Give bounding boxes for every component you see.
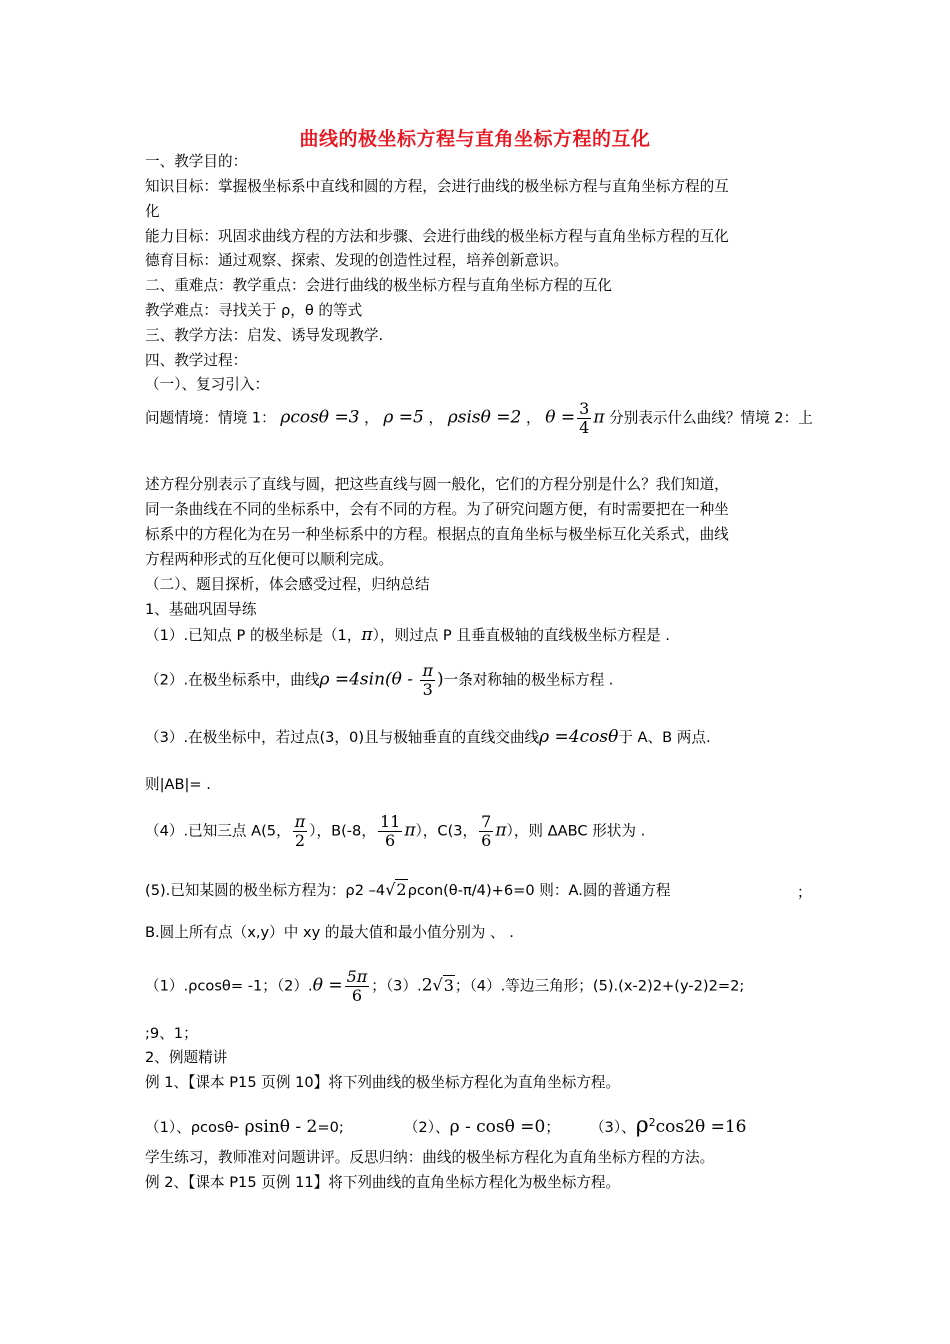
sqrt-two: √2 xyxy=(385,880,407,899)
equation-q1-end: =0; xyxy=(317,1118,344,1136)
fraction-pi-third xyxy=(420,662,435,699)
equation-rho-sin: ρ =4sin(θ - xyxy=(319,669,419,690)
fraction-five-pi-sixths xyxy=(345,968,370,1005)
example-1: 例 1、【课本 P15 页例 10】将下列曲线的极坐标方程化为直角坐标方程。 xyxy=(145,1074,621,1091)
paragraph-line-2: 同一条曲线在不同的坐标系中，会有不同的方程。为了研究问题方便，有时需要把在一种坐 xyxy=(145,501,729,518)
separator: ， xyxy=(364,409,379,427)
equation-theta-lhs: θ = xyxy=(312,975,343,996)
exercise-5-part-b: B.圆上所有点（x,y）中 xy 的最大值和最小值分别为 、 . xyxy=(145,924,514,941)
pi-symbol: π xyxy=(593,407,605,428)
fraction-numerator: 7 xyxy=(481,812,492,831)
radicand: 3 xyxy=(443,975,454,995)
exercise-3 xyxy=(145,727,711,748)
separator: ， xyxy=(428,409,444,427)
paragraph-line-3: 标系中的方程化为在另一种坐标系中的方程。根据点的直角坐标与极坐标互化关系式，曲线 xyxy=(145,526,729,543)
fraction-pi-half xyxy=(293,813,308,850)
fraction-numerator: π xyxy=(294,812,306,831)
answer-3-label: ；（3）. xyxy=(371,977,422,995)
exercise-5-text-end: ρcon(θ-π/4)+6=0 则：A.圆的普通方程 xyxy=(407,882,671,899)
question-prefix: 问题情境：情境 1： xyxy=(145,409,276,427)
equation-q2: ρ - cosθ =0 xyxy=(449,1116,546,1137)
exercise-4-point-b: ），B(-8， xyxy=(309,822,376,840)
coefficient: 2 xyxy=(421,975,433,996)
paragraph-line-4: 方程两种形式的互化便可以顺利完成。 xyxy=(145,551,394,568)
fraction-seven-sixths xyxy=(479,813,493,850)
fraction-denominator: 3 xyxy=(422,680,433,699)
knowledge-goal: 知识目标：掌握极坐标系中直线和圆的方程，会进行曲线的极坐标方程与直角坐标方程的互 xyxy=(145,178,729,195)
example-2: 例 2、【课本 P15 页例 11】将下列曲线的直角坐标方程化为极坐标方程。 xyxy=(145,1174,621,1191)
document-title: 曲线的极坐标方程与直角坐标方程的互化 xyxy=(299,128,651,150)
example-1-q2-label: （2）、 xyxy=(403,1118,450,1136)
question-situation xyxy=(145,400,813,437)
section-method: 三、教学方法：启发、诱导发现教学. xyxy=(145,327,384,344)
equation-rho-cos: ρcosθ =3 xyxy=(280,407,360,428)
basic-practice-heading: 1、基础巩固导练 xyxy=(145,601,257,618)
answers-1-2: （1）.ρcosθ= -1；（2）. xyxy=(145,977,313,995)
fraction-three-quarters xyxy=(577,400,591,437)
fraction-numerator: 3 xyxy=(579,399,590,418)
part-explore: （二）、题目探析，体会感受过程，归纳总结 xyxy=(145,576,430,593)
exercise-4-point-c: ），C(3， xyxy=(415,822,478,840)
section-process: 四、教学过程： xyxy=(145,352,248,369)
equation-rho-5: ρ =5 xyxy=(383,407,424,428)
difficulty: 教学难点：寻找关于 ρ，θ 的等式 xyxy=(145,302,363,319)
exercise-4 xyxy=(145,813,645,850)
separator: ； xyxy=(545,1118,560,1136)
exponent: 2 xyxy=(648,1116,656,1129)
paragraph-line-1: 述方程分别表示了直线与圆，把这些直线与圆一般化，它们的方程分别是什么？我们知道， xyxy=(145,476,729,493)
separator: ， xyxy=(525,409,541,427)
fraction-denominator: 2 xyxy=(294,831,306,850)
equation-rho-4cos: ρ =4cosθ xyxy=(539,727,619,747)
pi-symbol: π xyxy=(404,820,416,841)
pi-symbol: π xyxy=(361,625,373,645)
pi-symbol: π xyxy=(495,820,507,841)
exercise-5 xyxy=(145,880,805,901)
fraction-denominator: 6 xyxy=(385,831,396,850)
fraction-denominator: 4 xyxy=(579,418,590,437)
exercise-2 xyxy=(145,662,613,699)
equation-q3: cos2θ =16 xyxy=(655,1116,747,1137)
answers-cont: ;9、1； xyxy=(145,1025,198,1042)
exercise-3-answer-line: 则|AB|= . xyxy=(145,776,211,793)
equation-q1: - ρsinθ - 2 xyxy=(233,1116,318,1137)
question-suffix: 分别表示什么曲线？情境 2：上 xyxy=(609,409,813,427)
ability-goal: 能力目标：巩固求曲线方程的方法和步骤、会进行曲线的极坐标方程与直角坐标方程的互化 xyxy=(145,228,729,245)
reflection: 学生练习，教师准对问题讲评。反思归纳：曲线的极坐标方程化为直角坐标方程的方法。 xyxy=(145,1149,715,1166)
exercise-4-text: （4）.已知三点 A(5， xyxy=(145,822,291,840)
radicand: 2 xyxy=(396,880,407,899)
equation-theta-lhs: θ = xyxy=(545,407,576,428)
exercise-4-text-end: ），则 ΔABC 形状为 . xyxy=(506,822,646,840)
rho-symbol: ρ xyxy=(635,1112,649,1138)
example-1-q3-label: （3）、 xyxy=(589,1118,636,1136)
equation-rho-sis: ρsisθ =2 xyxy=(447,407,522,428)
exercise-1-text-end: ），则过点 P 且垂直极轴的直线极坐标方程是 . xyxy=(372,627,670,644)
section-key-points: 二、重难点：教学重点：会进行曲线的极坐标方程与直角坐标方程的互化 xyxy=(145,277,613,294)
fraction-denominator: 6 xyxy=(351,986,363,1005)
knowledge-goal-cont: 化 xyxy=(145,203,160,220)
exercise-3-text: （3）.在极坐标中，若过点(3，0)且与极轴垂直的直线交曲线 xyxy=(145,729,540,746)
examples-heading: 2、例题精讲 xyxy=(145,1049,228,1066)
exercise-1 xyxy=(145,625,670,646)
part-review: （一）、复习引入： xyxy=(145,376,270,393)
exercise-3-text-end: 于 A、B 两点. xyxy=(618,729,711,746)
moral-goal: 德育目标：通过观察、探索、发现的创造性过程，培养创新意识。 xyxy=(145,252,569,269)
section-objectives: 一、教学目的： xyxy=(145,153,248,170)
fraction-eleven-sixths xyxy=(378,813,402,850)
example-1-questions xyxy=(145,1113,746,1138)
exercise-5-text: (5).已知某圆的极坐标方程为：ρ2 –4 xyxy=(145,882,386,899)
exercise-1-text: （1）.已知点 P 的极坐标是（1， xyxy=(145,627,362,644)
fraction-numerator: π xyxy=(422,661,433,680)
exercise-2-text: （2）.在极坐标系中，曲线 xyxy=(145,671,320,689)
answers-4-5: ；（4）.等边三角形；(5).(x-2)2+(y-2)2=2; xyxy=(454,977,745,995)
answers xyxy=(145,968,744,1005)
exercise-5-end: ； xyxy=(797,884,812,901)
sqrt-three: √3 xyxy=(432,975,454,995)
exercise-2-text-end: 一条对称轴的极坐标方程 . xyxy=(443,671,614,689)
example-1-q1-label: （1）、ρcosθ xyxy=(145,1118,234,1136)
fraction-numerator: 5π xyxy=(346,967,368,986)
fraction-denominator: 6 xyxy=(481,831,492,850)
close-paren: ) xyxy=(436,669,444,690)
fraction-numerator: 11 xyxy=(379,812,401,831)
